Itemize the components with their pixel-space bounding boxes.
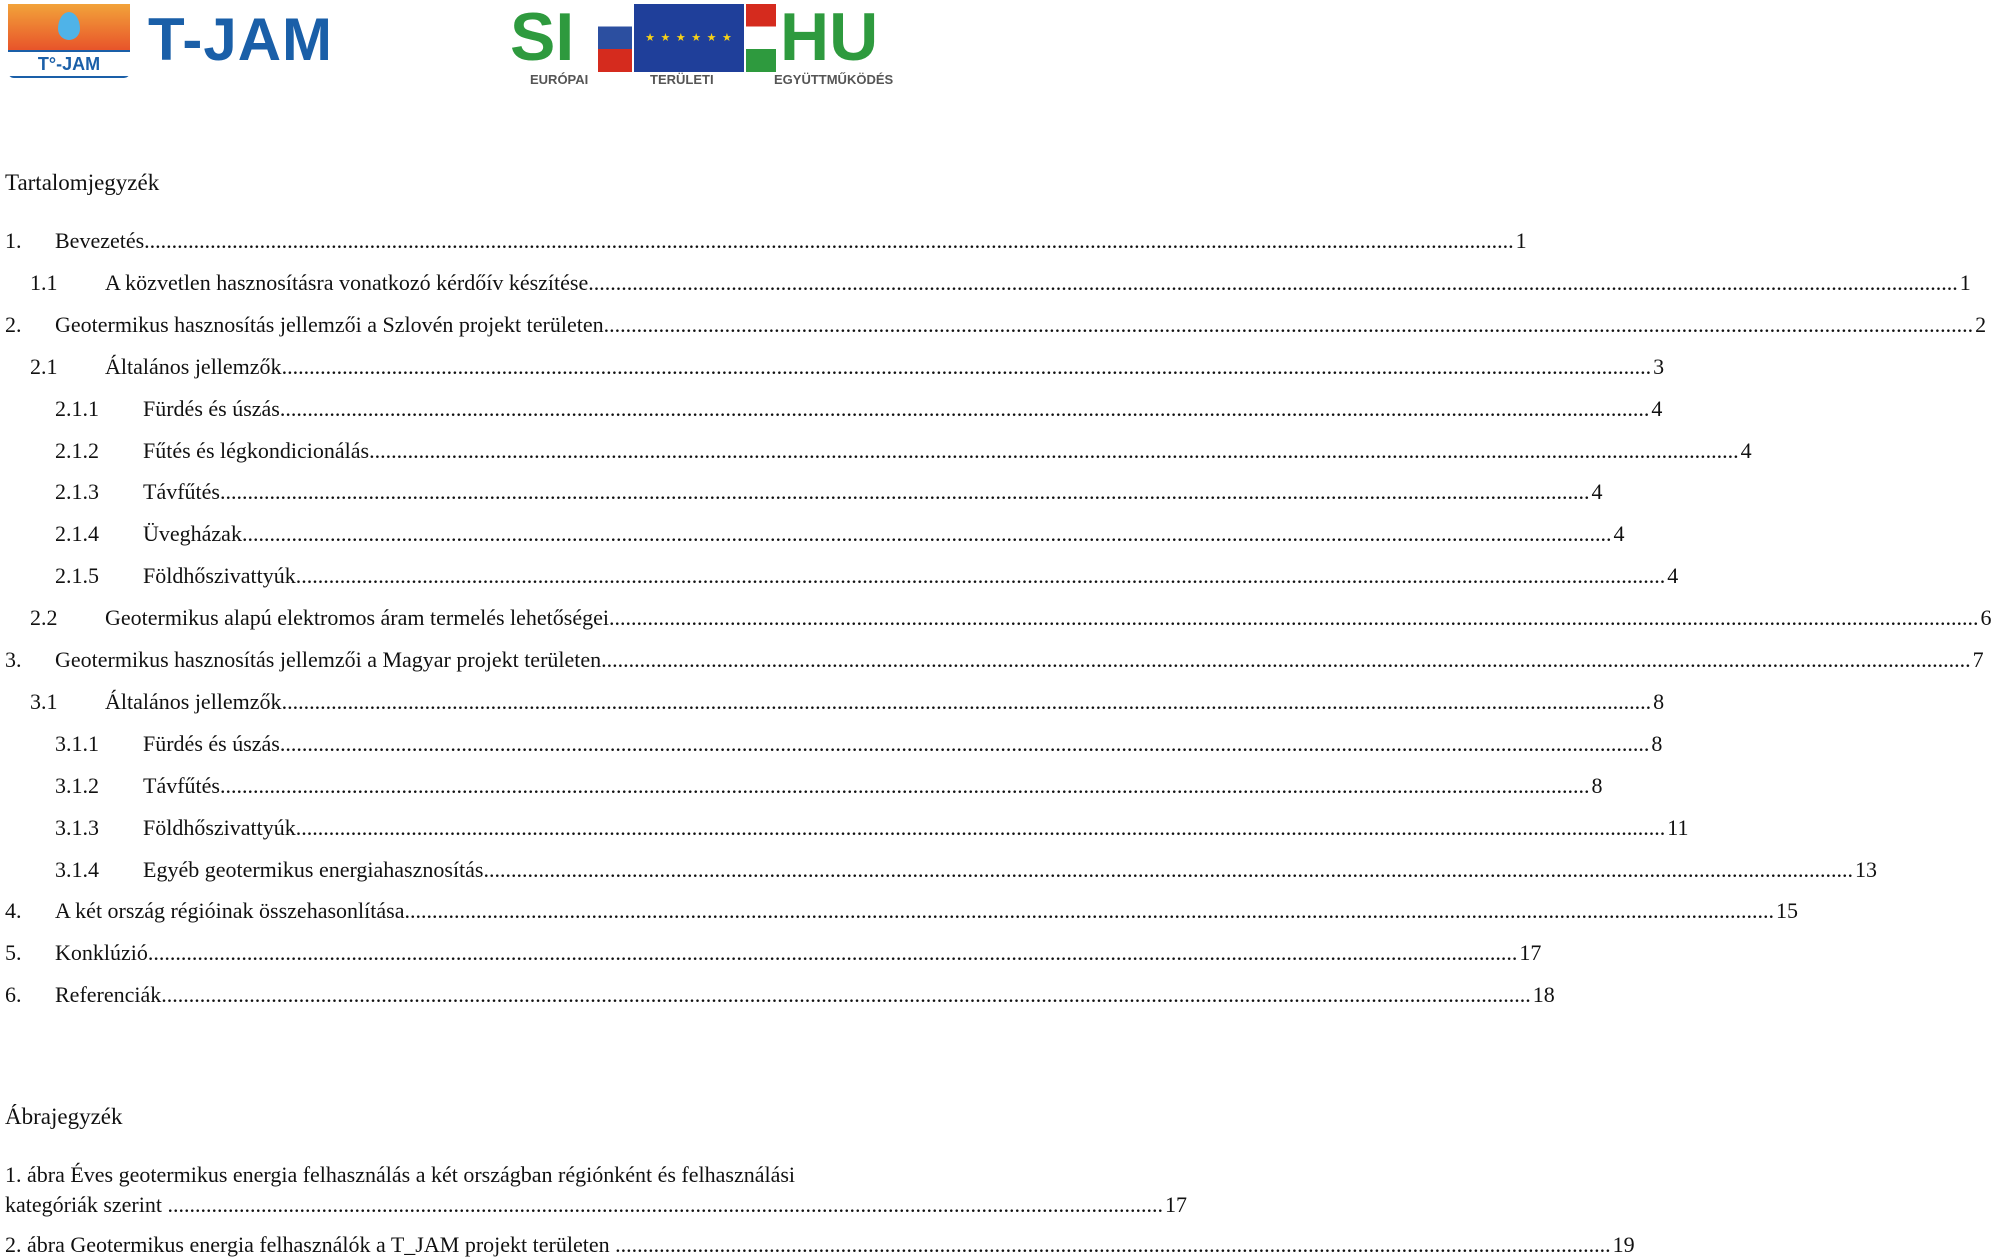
toc-entry[interactable] <box>5 310 1987 340</box>
toc-entry-number: 6. <box>5 982 22 1007</box>
tjam-badge-logo <box>8 4 130 78</box>
figure-entry-1[interactable] <box>5 1160 1187 1220</box>
toc-entry-number: 4. <box>5 898 22 923</box>
toc-entry-body <box>143 855 1877 885</box>
toc-entry-leader <box>280 729 1650 759</box>
toc-entry-page: 8 <box>1653 689 1665 714</box>
toc-entry-leader <box>220 771 1590 801</box>
toc-entry[interactable] <box>5 226 1527 256</box>
toc-entry-title: Geotermikus hasznosítás jellemzői a Szlovén projekt területen <box>55 312 604 337</box>
toc-entry-leader <box>280 394 1650 424</box>
toc-entry-leader <box>242 519 1612 549</box>
toc-entry-leader <box>604 310 1974 340</box>
toc-entry-body <box>143 561 1679 591</box>
toc-entry-title: Általános jellemzők <box>105 354 282 379</box>
toc-entry-page: 4 <box>1651 396 1663 421</box>
toc-entry-number: 1. <box>5 228 22 253</box>
hungary-flag-icon <box>746 4 776 72</box>
toc-entry-page: 1 <box>1515 228 1527 253</box>
toc-entry-body <box>105 603 1991 633</box>
tjam-badge-text: T°-JAM <box>8 52 130 76</box>
toc-entry-page: 2 <box>1975 312 1987 337</box>
toc-entry-leader <box>220 477 1590 507</box>
toc-entry-title: Bevezetés <box>55 228 145 253</box>
tjam-logo-text: T-JAM <box>148 6 333 73</box>
toc-entry-number: 2.1.5 <box>55 563 99 588</box>
figures-heading: Ábrajegyzék <box>5 1104 123 1129</box>
toc-entry-page: 4 <box>1740 438 1752 463</box>
toc-entry-leader <box>588 268 1958 298</box>
toc-entry-number: 3.1.3 <box>55 815 99 840</box>
toc-entry-page: 18 <box>1532 982 1555 1007</box>
toc-entry-leader <box>296 561 1666 591</box>
toc-entry-page: 11 <box>1667 815 1689 840</box>
toc-entry-page: 8 <box>1651 731 1663 756</box>
toc-entry-title: Fürdés és úszás <box>143 731 280 756</box>
toc-entry-number: 2.1.2 <box>55 438 99 463</box>
toc-entry[interactable] <box>55 729 1663 759</box>
toc-entry-body <box>143 771 1603 801</box>
sihu-logo-si: SI <box>510 0 575 75</box>
sihu-tag-europai: EURÓPAI <box>530 72 589 87</box>
toc-entry[interactable] <box>5 645 1984 675</box>
toc-entry[interactable] <box>55 855 1877 885</box>
toc-entry[interactable] <box>30 352 1665 382</box>
toc-entry-leader <box>161 980 1531 1010</box>
toc-entry-leader <box>144 226 1514 256</box>
toc-entry-body <box>143 477 1603 507</box>
toc-entry-page: 7 <box>1972 647 1984 672</box>
toc-entry-leader <box>404 896 1774 926</box>
toc-entry-body <box>143 436 1752 466</box>
toc-entry-title: Földhőszivattyúk <box>143 815 296 840</box>
toc-entry-title: Egyéb geotermikus energiahasznosítás <box>143 857 484 882</box>
toc-entry-title: Általános jellemzők <box>105 689 282 714</box>
toc-entry-body <box>55 645 1984 675</box>
figure-entry-2[interactable] <box>5 1230 1635 1260</box>
figure-entry-1-line2: kategóriák szerint <box>5 1192 162 1217</box>
toc-entry[interactable] <box>30 603 1991 633</box>
toc-heading: Tartalomjegyzék <box>5 170 160 195</box>
eu-stars: ★ ★ ★ ★ ★ ★ <box>645 31 733 44</box>
toc-entry-page: 4 <box>1613 521 1625 546</box>
toc-entry-title: A két ország régióinak összehasonlítása <box>55 898 405 923</box>
toc-entry-title: Fürdés és úszás <box>143 396 280 421</box>
toc-entry-number: 3.1.4 <box>55 857 99 882</box>
toc-entry-number: 2. <box>5 312 22 337</box>
toc-entry-body <box>105 268 1971 298</box>
figure-entry-2-page: 19 <box>1612 1232 1635 1257</box>
toc-entry-number: 3.1 <box>30 689 58 714</box>
toc-entry-title: Távfűtés <box>143 479 220 504</box>
toc-entry-title: Referenciák <box>55 982 162 1007</box>
toc-entry-body <box>143 729 1663 759</box>
figure-entry-2-title: 2. ábra Geotermikus energia felhasználók a T_JAM projekt területen <box>5 1232 610 1257</box>
toc-entry[interactable] <box>55 519 1625 549</box>
toc-entry-number: 3.1.1 <box>55 731 99 756</box>
toc-entry-body <box>55 310 1987 340</box>
toc-entry-body <box>55 226 1527 256</box>
figure-entry-1-leader: ..................................................................................................................................................................................... <box>162 1192 1163 1217</box>
figure-entry-2-leader: ..................................................................................................................................................................................... <box>609 1232 1611 1257</box>
header-logos <box>0 0 960 90</box>
toc-entry-body <box>105 687 1665 717</box>
toc-entry-title: Földhőszivattyúk <box>143 563 296 588</box>
toc-entry-page: 13 <box>1855 857 1877 882</box>
toc-entry[interactable] <box>55 771 1603 801</box>
toc-entry-leader <box>601 645 1971 675</box>
toc-entry-page: 3 <box>1653 354 1665 379</box>
toc-entry-body <box>55 938 1542 968</box>
toc-entry-page: 15 <box>1775 898 1798 923</box>
toc-entry[interactable] <box>5 896 1798 926</box>
water-drop-icon <box>58 12 80 40</box>
toc-entry-page: 6 <box>1980 605 1991 630</box>
sihu-logo-hu: HU <box>780 0 879 75</box>
toc-entry-leader <box>282 352 1652 382</box>
toc-entry[interactable] <box>55 813 1689 843</box>
toc-entry-title: Távfűtés <box>143 773 220 798</box>
toc-entry-number: 2.1.1 <box>55 396 99 421</box>
toc-entry-body <box>105 352 1665 382</box>
toc-entry-number: 5. <box>5 940 22 965</box>
toc-entry-body <box>55 980 1555 1010</box>
toc-entry-body <box>55 896 1798 926</box>
toc-entry-page: 17 <box>1519 940 1542 965</box>
toc-entry-leader <box>296 813 1666 843</box>
toc-entry-title: A közvetlen hasznosításra vonatkozó kérdőív készítése <box>105 270 589 295</box>
toc-entry[interactable] <box>5 980 1555 1010</box>
toc-entry-number: 2.2 <box>30 605 58 630</box>
toc-entry-leader <box>282 687 1652 717</box>
toc-entry-page: 4 <box>1667 563 1679 588</box>
toc-entry-number: 1.1 <box>30 270 58 295</box>
toc-entry-page: 1 <box>1959 270 1971 295</box>
toc-entry-leader <box>484 855 1854 885</box>
toc-entry-body <box>143 394 1663 424</box>
figure-entry-1-page: 17 <box>1165 1192 1187 1217</box>
sihu-logo <box>510 0 894 88</box>
toc-entry-title: Fűtés és légkondicionálás <box>143 438 370 463</box>
toc-entry[interactable] <box>5 938 1542 968</box>
toc-entry-title: Geotermikus alapú elektromos áram termelés lehetőségei <box>105 605 609 630</box>
toc-entry[interactable] <box>55 561 1679 591</box>
toc-entry-body <box>143 519 1625 549</box>
toc-entry-leader <box>148 938 1518 968</box>
toc-entry-page: 4 <box>1591 479 1603 504</box>
toc-entry[interactable] <box>55 394 1663 424</box>
toc-entry[interactable] <box>30 687 1665 717</box>
toc-entry[interactable] <box>30 268 1971 298</box>
toc-entry[interactable] <box>55 436 1752 466</box>
toc-entry-number: 3.1.2 <box>55 773 99 798</box>
slovenia-flag-icon <box>598 4 632 72</box>
toc-entry-leader <box>609 603 1979 633</box>
toc-entry-page: 8 <box>1591 773 1603 798</box>
toc-entry-number: 2.1 <box>30 354 58 379</box>
toc-entry-title: Geotermikus hasznosítás jellemzői a Magyar projekt területen <box>55 647 602 672</box>
toc-entry[interactable] <box>55 477 1603 507</box>
toc-entry-title: Konklúzió <box>55 940 148 965</box>
sihu-tag-egyuttmukodes: EGYÜTTMŰKÖDÉS <box>774 72 894 87</box>
toc-entry-body <box>143 813 1689 843</box>
toc-entry-number: 2.1.4 <box>55 521 99 546</box>
toc-entry-number: 3. <box>5 647 22 672</box>
figure-entry-1-line1: 1. ábra Éves geotermikus energia felhasználás a két országban régiónként és felhasználási <box>5 1162 796 1187</box>
toc-entry-title: Üvegházak <box>143 521 242 546</box>
toc-entry-leader <box>369 436 1739 466</box>
sihu-tag-teruleti: TERÜLETI <box>650 72 714 87</box>
toc-entry-number: 2.1.3 <box>55 479 99 504</box>
eu-flag-icon <box>634 4 744 72</box>
